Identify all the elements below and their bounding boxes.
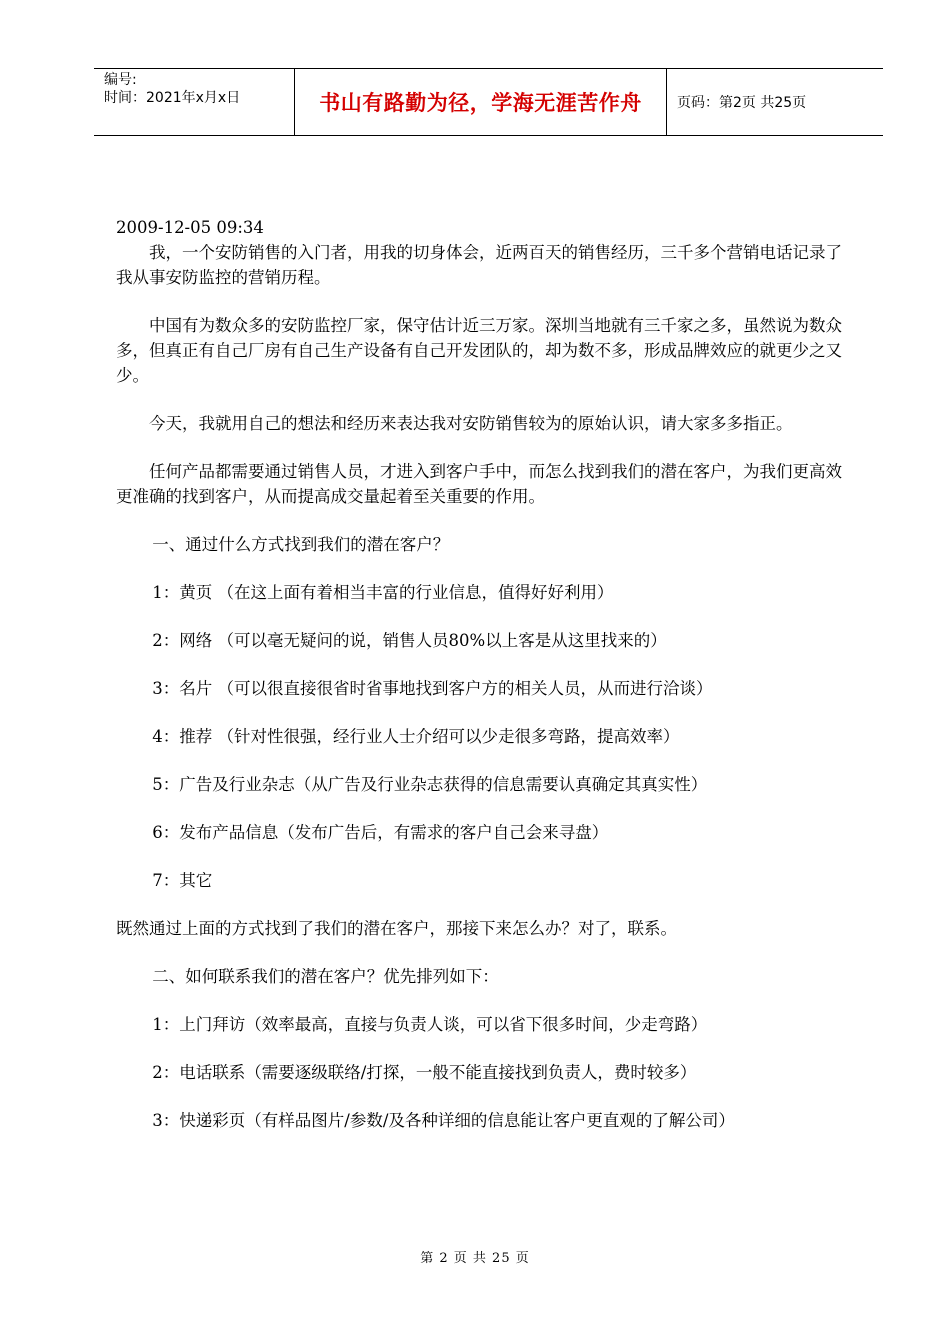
number-label: 编号: [104,72,137,88]
list-item: 6：发布产品信息（发布广告后，有需求的客户自己会来寻盘） [152,823,609,842]
list-item: 5：广告及行业杂志（从广告及行业杂志获得的信息需要认真确定其真实性） [152,775,708,794]
section-title: 一、通过什么方式找到我们的潜在客户？ [152,535,450,554]
list-item: 2：网络 （可以毫无疑问的说，销售人员80%以上客是从这里找来的） [152,631,667,650]
list-item: 1：黄页 （在这上面有着相当丰富的行业信息，值得好好利用） [152,583,614,602]
list-item: 1：上门拜访（效率最高，直接与负责人谈，可以省下很多时间，少走弯路） [152,1015,708,1034]
header-meta-cell [94,69,295,135]
list-item: 2：电话联系（需要逐级联络/打探，一般不能直接找到负责人，费时较多） [152,1063,697,1082]
header-page-info: 页码：第2页 共25页 [677,95,807,111]
header-slogan: 书山有路勤为径，学海无涯苦作舟 [295,69,667,135]
list-item: 3：名片 （可以很直接很省时省事地找到客户方的相关人员，从而进行洽谈） [152,679,713,698]
time-label: 时间：2021年x月x日 [104,90,241,106]
paragraph: 中国有为数众多的安防监控厂家，保守估计近三万家。深圳当地就有三千家之多，虽然说为数众多，但真正有自己厂房有自己生产设备有自己开发团队的，却为数不多，形成品牌效应的就更少之又少。 [116,316,842,385]
section-title: 二、如何联系我们的潜在客户？优先排列如下： [152,967,499,986]
list-item: 3：快递彩页（有样品图片/参数/及各种详细的信息能让客户更直观的了解公司） [152,1111,735,1130]
document-header [94,68,883,136]
list-item: 7：其它 [152,871,213,890]
page-footer: 第 2 页 共 25 页 [420,1251,530,1266]
list-item: 4：推荐 （针对性很强，经行业人士介绍可以少走很多弯路，提高效率） [152,727,680,746]
paragraph: 我，一个安防销售的入门者，用我的切身体会，近两百天的销售经历，三千多个营销电话记录了我从事安防监控的营销历程。 [116,243,842,287]
paragraph: 任何产品都需要通过销售人员，才进入到客户手中，而怎么找到我们的潜在客户，为我们更高效更准确的找到客户，从而提高成交量起着至关重要的作用。 [116,462,842,506]
paragraph: 今天，我就用自己的想法和经历来表达我对安防销售较为的原始认识，请大家多多指正。 [149,414,793,433]
transition-text: 既然通过上面的方式找到了我们的潜在客户，那接下来怎么办？对了，联系。 [116,919,677,938]
document-body [116,215,858,1156]
timestamp: 2009-12-05 09:34 [116,218,264,237]
